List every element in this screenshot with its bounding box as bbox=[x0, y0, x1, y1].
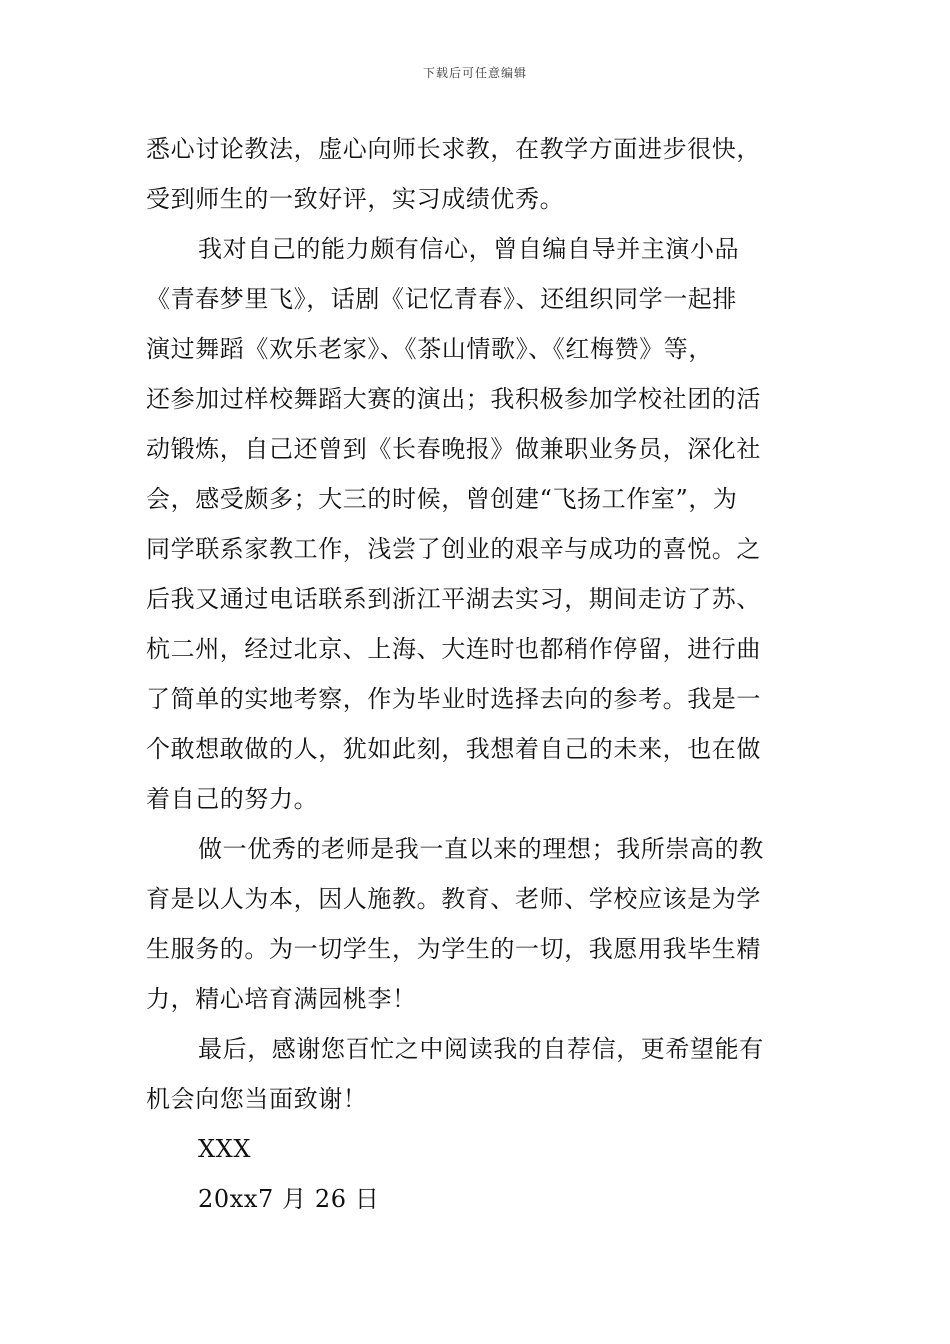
text-line: 动锻炼，自己还曾到《长春晚报》做兼职业务员，深化社 bbox=[146, 435, 761, 463]
text-line: 还参加过样校舞蹈大赛的演出；我积极参加学校社团的活 bbox=[146, 385, 761, 413]
signature-name: XXX bbox=[198, 1135, 252, 1163]
text-line: 个敢想敢做的人，犹如此刻，我想着自己的未来，也在做 bbox=[146, 735, 761, 763]
text-line: 育是以人为本，因人施教。教育、老师、学校应该是为学 bbox=[146, 885, 761, 913]
letter-body bbox=[146, 124, 810, 1224]
text-line: 生服务的。为一切学生，为学生的一切，我愿用我毕生精 bbox=[146, 935, 761, 963]
text-line: 会，感受颇多；大三的时候，曾创建“飞扬工作室”，为 bbox=[146, 485, 738, 513]
text-line: 后我又通过电话联系到浙江平湖去实习，期间走访了苏、 bbox=[146, 585, 761, 613]
text-line: 机会向您当面致谢！ bbox=[146, 1085, 368, 1113]
text-line: 演过舞蹈《欢乐老家》、《茶山情歌》、《红梅赞》等， bbox=[146, 335, 713, 363]
text-line: 《青春梦里飞》，话剧《记忆青春》、还组织同学一起排 bbox=[146, 285, 737, 313]
paragraph-start-line: 最后，感谢您百忙之中阅读我的自荐信，更希望能有 bbox=[198, 1035, 764, 1063]
text-line: 力，精心培育满园桃李！ bbox=[146, 985, 417, 1013]
text-line: 受到师生的一致好评，实习成绩优秀。 bbox=[146, 185, 565, 213]
text-line: 杭二州，经过北京、上海、大连时也都稍作停留，进行曲 bbox=[146, 635, 761, 663]
signature-date: 20xx7 月 26 日 bbox=[198, 1185, 380, 1213]
page-header: 下载后可任意编辑 bbox=[422, 66, 527, 80]
text-line: 悉心讨论教法，虚心向师长求教，在教学方面进步很快， bbox=[146, 135, 761, 163]
paragraph-start-line: 做一优秀的老师是我一直以来的理想；我所崇高的教 bbox=[198, 835, 764, 863]
text-line: 了简单的实地考察，作为毕业时选择去向的参考。我是一 bbox=[146, 685, 761, 713]
text-line: 着自己的努力。 bbox=[146, 785, 319, 813]
text-line: 同学联系家教工作，浅尝了创业的艰辛与成功的喜悦。之 bbox=[146, 535, 761, 563]
paragraph-start-line: 我对自己的能力颇有信心，曾自编自导并主演小品 bbox=[198, 235, 740, 263]
